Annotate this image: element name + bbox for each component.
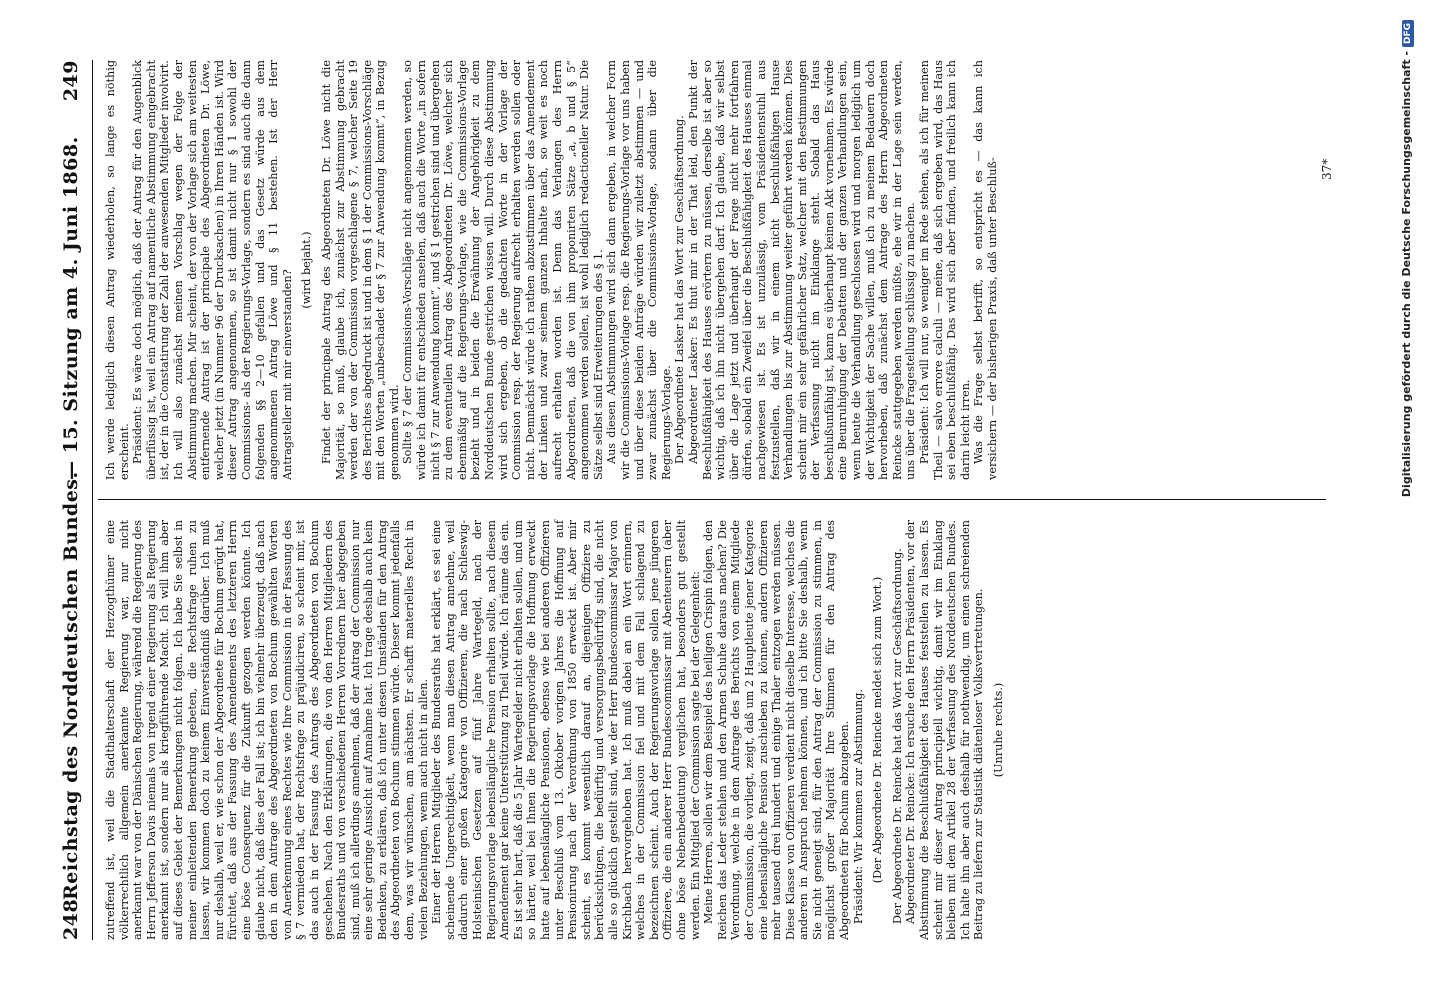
left-paragraph: Der Abgeordnete Dr. Reincke hat das Wort zur Geschäftsordnung.: [890, 548, 904, 924]
left-running-title: Reichstag des Norddeutschen Bundes.: [60, 471, 82, 900]
right-page-number: 249: [60, 60, 82, 102]
dfg-logo: DFG: [1402, 20, 1414, 47]
left-page-header: [60, 471, 88, 940]
right-stage-direction: (wird bejaht.): [300, 231, 314, 309]
right-running-title: — 15. Sitzung am 4. Juni 1868.: [60, 136, 82, 480]
right-paragraph: Präsident: Ich will nur, so weniger im Rede stehen, als ich für meinen Theil — salvo errore calculi — meine, daß sich ergeben wird, das Haus sei eben beschlußfähig. Das wird sich aber finden, und freilich kann ich darin leicht irren.: [918, 60, 972, 480]
left-stage-direction: (Unruhe rechts.): [992, 682, 1005, 778]
left-stage-direction: (Der Abgeordnete Dr. Reincke meldet sich zum Wort.): [871, 576, 885, 884]
header-rule: [92, 60, 93, 940]
right-page-header: [60, 60, 88, 480]
left-paragraph: Abgeordneter Dr. Reincke: Ich ersuche den Herrn Präsidenten, vor der Abstimmung die Beschlußfähigkeit des Hauses feststellen zu lassen. Es scheint mir dieser Antrag principiell wichtig, damit wir im Einklang bleiben mit dem Artikel 28 der Verfassung des Norddeutschen Bundes. Ich halte ihn aber auch deshalb für nothwendig, um einen schreienden Beitrag zu liefern zur Statistik diätenloser Volksvertretungen.: [904, 520, 986, 940]
right-paragraph: Aus diesen Abstimmungen wird sich dann ergeben, in welcher Form wir die Commissions-Vorlage resp. die Regierungs-Vorlage vor uns haben und über diese beiden Anträge würden wir zuletzt abstimmen — und zwar zunächst über die Commissions-Vorlage, sodann über die Regierungs-Vorlage.: [605, 60, 673, 480]
right-paragraph: Der Abgeordnete Lasker hat das Wort zur Geschäftsordnung.: [673, 115, 687, 464]
column-divider: [98, 499, 1326, 500]
right-column: [104, 60, 1324, 480]
right-paragraph: Was die Frage selbst betrifft, so entspricht es — das kann ich versichern — der bisherigen Praxis, daß unter Beschluß-: [972, 60, 999, 480]
digitization-note-text-wrap: [1400, 20, 1420, 1000]
digitization-note-text: Digitalisierung gefördert durch die Deutsche Forschungsgemeinschaft -: [1400, 51, 1413, 498]
right-paragraph: Sollte § 7 der Commissions-Vorschläge nicht angenommen werden, so würde ich damit für entschieden ansehen, daß auch die Worte „in sofern nicht § 7 zur Anwendung kommt“, und § 1 gestrichen sind und übergehen zu dem eventuellen Antrag des Abgeordneten Dr. Löwe, welcher sich ebenmäßig auf die Regierungs-Vorlage, wie die Commissions-Vorlage bezieht und in beiden die Erwähnung der Angehörigkeit zu dem Norddeutschen Bunde gestrichen wissen will. Durch diese Abstimmung wird sich ergeben, ob die gedachten Worte in der Vorlage der Commission resp. der Regierung aufrecht erhalten werden sollen oder nicht. Demnächst würde ich rathen abzustimmen über das Amendement der Linken und zwar seinem ganzen Inhalte nach, so weit es noch aufrecht erhalten worden ist. Denn das Verlangen des Herrn Abgeordneten, daß die von ihm proponirten Sätze „a, b und § 5“ angenommen werden sollen, ist wohl lediglich redactioneller Natur. Die Sätze selbst sind Erweiterungen des § 1.: [401, 60, 605, 480]
left-column: [104, 520, 1324, 940]
right-paragraph: Findet der principale Antrag des Abgeordneten Dr. Löwe nicht die Majorität, so muß, glaube ich, zunächst zur Abstimmung gebracht werden der von der Commission vorgeschlagene § 7, welcher Seite 19 des Berichtes abgedruckt ist und in dem § 1 der Commissions-Vorschläge mit den Worten „unbeschadet der § 7 zur Anwendung kommt“, in Bezug genommen wird.: [319, 60, 401, 480]
digitization-note: [1400, 20, 1430, 1000]
right-paragraph: Ich werde lediglich diesen Antrag wiederholen, so lange es nöthig erscheint.: [104, 60, 131, 480]
right-paragraph: Abgeordneter Lasker: Es thut mir in der That leid, den Punkt der Beschlußfähigkeit des Hauses erörtern zu müssen, derselbe ist aber so wichtig, daß ich ihn nicht übergehen darf. Ich glaube, daß wir selbst über die Lage jetzt und überhaupt der Frage nicht mehr fortfahren dürfen, sobald ein Zweifel über die Beschlußfähigkeit des Hauses einmal nachgewiesen ist. Es ist unzulässig, vom Präsidentenstuhl aus festzustellen, daß wir in einem nicht beschlußfähigen Hause Verhandlungen bis zur Abstimmung weiter geführt werden können. Dies scheint mir ein sehr gefährlicher Satz, welcher mit den Bestimmungen der Verfassung nicht im Einklange steht. Sobald das Haus beschlußunfähig ist, kann es überhaupt keinen Akt vornehmen. Es würde eine Beunruhigung der Debatten und der ganzen Verhandlungen sein, wenn heute die Verhandlung geschlossen wird und morgen lediglich um der Wichtigkeit der Sache willen, muß ich zu meinem Bedauern doch hervorheben, daß zunächst dem Antrage des Herrn Abgeordneten Reincke stattgegeben werden müßte, ehe wir in der Lage sein werden, uns über die Fragestellung schlüssig zu machen.: [686, 60, 918, 480]
left-page-number: 248: [60, 898, 82, 940]
printer-signature: 37*: [1320, 158, 1334, 180]
left-paragraph: Einer der Herren Mitglieder des Bundesraths hat erklärt, es sei eine scheinende Ungerechtigkeit, wenn man diesen Antrag annehme, weil dadurch einer großen Kategorie von Offizieren, die nach Schleswig-Holsteinischen Gesetzen auf fünf Jahre Wartegeld, nach der Regierungsvorlage lebenslängliche Pension erhalten sollte, nach diesem Amendement gar keine Unterstützung zu Theil würde. Ich räume das ein. Es ist sehr hart, daß die 5 Jahr Wartegelder nicht erhalten sollen, und um so härter, weil bei Ihnen die Regierungsvorlage die Hoffnung erweckt hatte auf lebenslängliche Pensionen, ebenso wie bei anderen Offizieren unter Beschluß vom 13. Oktober vorigen Jahres die Hoffnung auf Pensionirung nach der Verordnung von 1850 erweckt ist. Aber mir scheint, es kommt wesentlich darauf an, diejenigen Offiziere zu berücksichtigen, die bedürftig und versorgungsbedürftig sind, die nicht alle so glücklich gestellt sind, wie der Herr Bundescommissar Major von Kirchbach hervorgehoben hat. Ich muß dabei an ein Wort erinnern, welches in der Commission fiel und mit dem Fall schlagend zu bezeichnen scheint. Auch der Regierungsvorlage sollen jene jüngeren Offiziere, die ein anderer Herr Bundescommissar mit Abenteurern (aber ohne böse Nebenbedeutung) verglichen hat, besonders gut gestellt werden. Ein Mitglied der Commission sagte bei der Gelegenheit:: [430, 520, 702, 940]
right-paragraph: Präsident: Es wäre doch möglich, daß der Antrag für den Augenblick überflüssig ist, weil ein Antrag auf namentliche Abstimmung eingebracht ist, der in die Constatirung der Zahl der anwesenden Mitglieder involvirt. Ich will also zunächst meinen Vorschlag wegen der Folge der Abstimmung machen. Mir scheint, der von der Vorlage sich am weitesten entfernende Antrag ist der principale des Abgeordneten Dr. Löwe, welcher jetzt (in Nummer 96 der Drucksachen) in Ihren Händen ist. Wird dieser Antrag angenommen, so ist damit nicht nur § 1 sowohl der Commissions- als der Regierungs-Vorlage, sondern es sind auch die dann folgenden §§ 2—10 gefallen und das Gesetz würde aus dem angenommenen Antrag Löwe und § 11 bestehen. Ist der Herr Antragsteller mit mir einverstanden?: [131, 60, 294, 480]
left-paragraph: Meine Herren, sollen wir dem Beispiel des heiligen Crispin folgen, den Reichen das Leder stehlen und den Armen Schuhe daraus machen? Die Verordnung, welche in dem Antrage des Berichts von einem Mitgliede der Commission, die vorliegt, zeigt, daß um 2 Hauptleute jener Kategorie eine lebenslängliche Pension zuschieben zu können, andern Offizieren mehr tausend drei hundert und einige Thaler entzogen werden müssen. Diese Klasse von Offizieren verdient nicht dieselbe Interesse, welches die anderen in Anspruch nehmen können, und ich bitte Sie deshalb, wenn Sie nicht geneigt sind, für den Antrag der Commission zu stimmen, in möglichst großer Majorität Ihre Stimmen für den Antrag des Abgeordneten für Bochum abzugeben.: [702, 520, 852, 940]
left-paragraph: Präsident: Wir kommen zur Abstimmung.: [851, 689, 865, 924]
left-paragraph: zutreffend ist, weil die Stadthalterschaft der Herzogthümer eine völkerrechtlich allgemein anerkannte Regierung war, nur nicht anerkannt war von der Dänischen Regierung, während die Regierung des Herrn Jefferson Davis niemals von irgend einer Regierung als Regierung anerkannt ist, sondern nur als kriegführende Macht. Ich will ihm aber auf dieses Gebiet der Bemerkungen nicht folgen. Ich habe Sie selbst in meiner einleitenden Bemerkung gebeten, die Rechtsfrage ruhen zu lassen, wir kommen doch zu keinem Einverständniß darüber. Ich muß nur deshalb, weil er, wie schon der Abgeordnete für Bochum gerügt hat, fürchtet, daß aus der Fassung des Amendements des letzteren Herrn eine böse Consequenz für die Zukunft gezogen werden könnte. Ich glaube nicht, daß dies der Fall ist; ich bin vielmehr überzeugt, daß nach den in dem Antrage des Abgeordneten von Bochum gewählten Worten von Anerkennung eines Rechtes wie Ihre Commission in der Fassung des § 7 vermieden hat, der Rechtsfrage zu präjudiciren, so scheint mir, ist das auch in der Fassung des Antrags des Abgeordneten von Bochum geschehen. Nach den Erklärungen, die von den Herren Mitgliedern des Bundesraths und von verschiedenen Herren Vorrednern hier abgegeben sind, muß ich allerdings annehmen, daß der Antrag der Commission nur eine sehr geringe Aussicht auf Annahme hat. Ich trage deshalb auch kein Bedenken, zu erklären, daß ich unter diesen Umständen für den Antrag des Abgeordneten von Bochum stimmen würde. Dieser kommt jedenfalls dem, was wir wünschen, am nächsten. Er schafft materielles Recht in vielen Beziehungen, wenn auch nicht in allen.: [104, 520, 430, 940]
